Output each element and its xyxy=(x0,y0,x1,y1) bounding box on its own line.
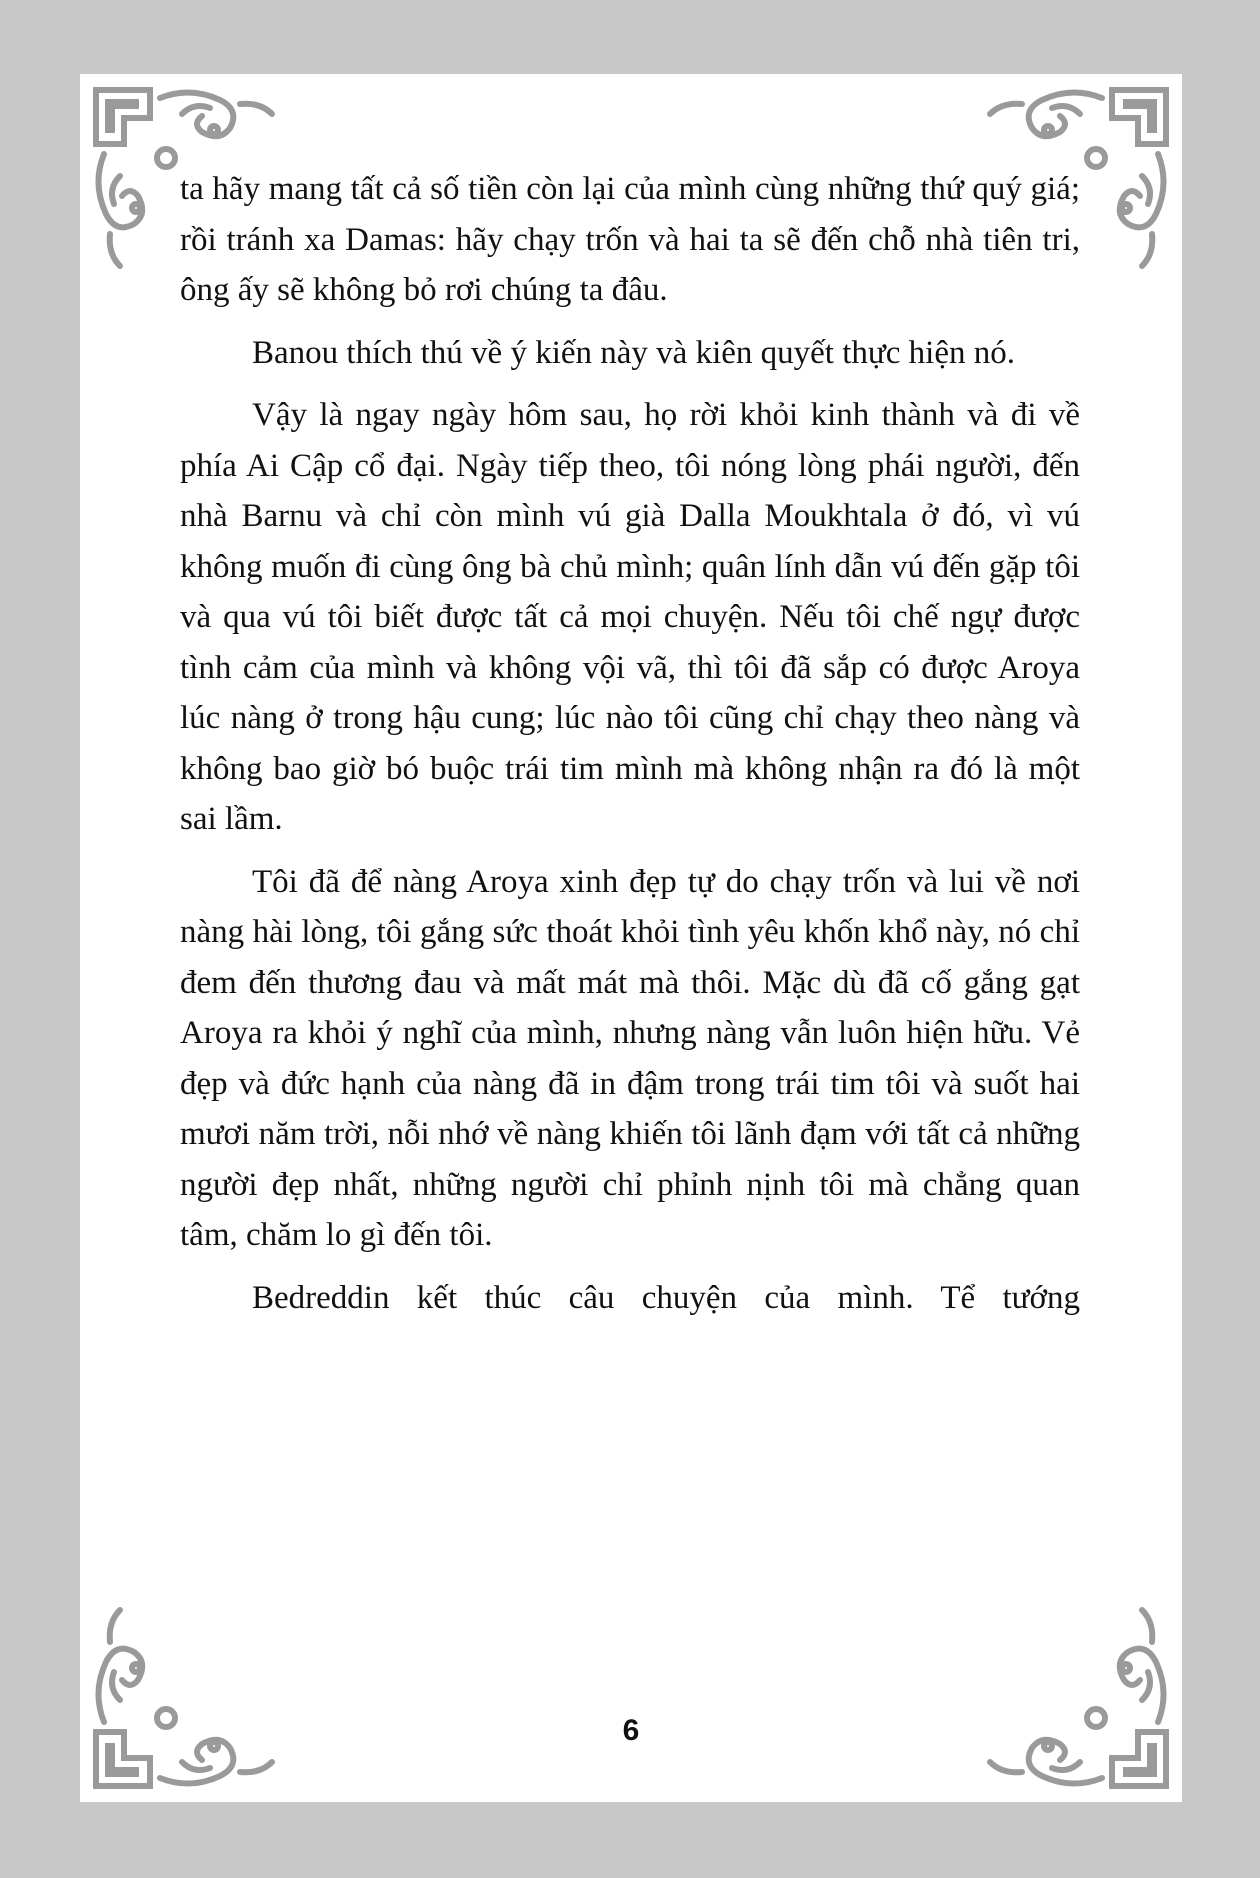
body-text xyxy=(180,164,1080,1335)
corner-ornament-icon xyxy=(90,1602,280,1792)
paragraph-1: ta hãy mang tất cả số tiền còn lại của mình cùng những thứ quý giá; rồi tránh xa Damas: hãy chạy trốn và hai ta sẽ đến chỗ nhà tiên tri, ông ấy sẽ không bỏ rơi chúng ta đâu. xyxy=(180,171,1080,308)
book-page xyxy=(80,74,1182,1802)
paragraph-4: Tôi đã để nàng Aroya xinh đẹp tự do chạy trốn và lui về nơi nàng hài lòng, tôi gắng sức thoát khỏi tình yêu khốn khổ này, nó chỉ đem đến thương đau và mất mát mà thôi. Mặc dù đã cố gắng gạt Aroya ra khỏi ý nghĩ của mình, nhưng nàng vẫn luôn hiện hữu. Vẻ đẹp và đức hạnh của nàng đã in đậm trong trái tim tôi và suốt hai mươi năm trời, nỗi nhớ về nàng khiến tôi lãnh đạm với tất cả những người đẹp nhất, những người chỉ phỉnh nịnh tôi mà chẳng quan tâm, chăm lo gì đến tôi. xyxy=(180,863,1080,1253)
paragraph-3: Vậy là ngay ngày hôm sau, họ rời khỏi kinh thành và đi về phía Ai Cập cổ đại. Ngày tiếp theo, tôi nóng lòng phái người, đến nhà Barnu và chỉ còn mình vú già Dalla Moukhtala ở đó, vì vú không muốn đi cùng ông bà chủ mình; quân lính dẫn vú đến gặp tôi và qua vú tôi biết được tất cả mọi chuyện. Nếu tôi chế ngự được tình cảm của mình và không vội vã, thì tôi đã sắp có được Aroya lúc nàng ở trong hậu cung; lúc nào tôi cũng chỉ chạy theo nàng và không bao giờ bó buộc trái tim mình mà không nhận ra đó là một sai lầm. xyxy=(180,397,1080,837)
paragraph-2: Banou thích thú về ý kiến này và kiên quyết thực hiện nó. xyxy=(252,334,1015,371)
corner-ornament-icon xyxy=(982,1602,1172,1792)
page-number: 6 xyxy=(622,1714,640,1747)
paragraph-5: Bedreddin kết thúc câu chuyện của mình. Tể tướng xyxy=(252,1279,1080,1316)
